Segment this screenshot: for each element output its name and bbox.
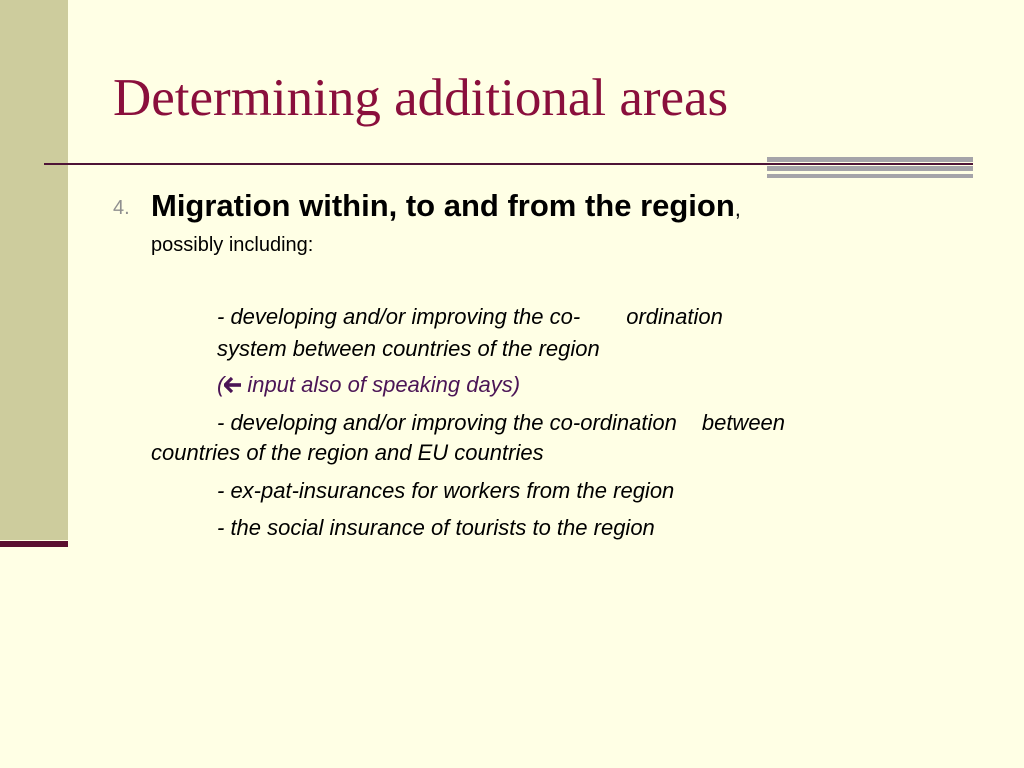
corner-bar [767, 157, 973, 162]
bullet-line [217, 302, 723, 332]
bullet-line [217, 476, 674, 506]
bullet-text: - the social insurance of tourists to the region [217, 515, 655, 540]
slide-title: Determining additional areas [113, 69, 729, 127]
bullet-line-continuation [151, 438, 544, 468]
list-item-heading-line [151, 186, 951, 229]
note-open-paren: ( [217, 372, 225, 397]
list-item-heading: Migration within, to and from the region [151, 188, 735, 223]
corner-bar [767, 166, 973, 171]
note-line [217, 370, 520, 400]
left-arrow-icon [224, 376, 242, 394]
bullet-text: - developing and/or improving the co- [217, 304, 581, 329]
title-underline [44, 163, 973, 165]
list-item-number: 4. [113, 197, 130, 219]
bullet-text: system between countries of the region [217, 336, 600, 361]
bullet-text: - developing and/or improving the co-ordination [217, 410, 677, 435]
bullet-text: between [701, 410, 786, 435]
list-item-heading-comma: , [734, 196, 741, 221]
left-decor-band [0, 0, 68, 540]
bullet-text: ordination [626, 304, 723, 329]
bullet-text: - ex-pat-insurances for workers from the region [217, 478, 675, 503]
bullet-text: countries of the region and EU countries [151, 440, 544, 465]
note-text: input also of speaking days) [247, 372, 521, 397]
list-item-subheading: possibly including: [151, 234, 314, 256]
bullet-line [217, 513, 655, 543]
left-band-accent [0, 541, 68, 547]
bullet-line-continuation [217, 334, 600, 364]
bullet-line [217, 408, 785, 438]
corner-bar [767, 174, 973, 178]
